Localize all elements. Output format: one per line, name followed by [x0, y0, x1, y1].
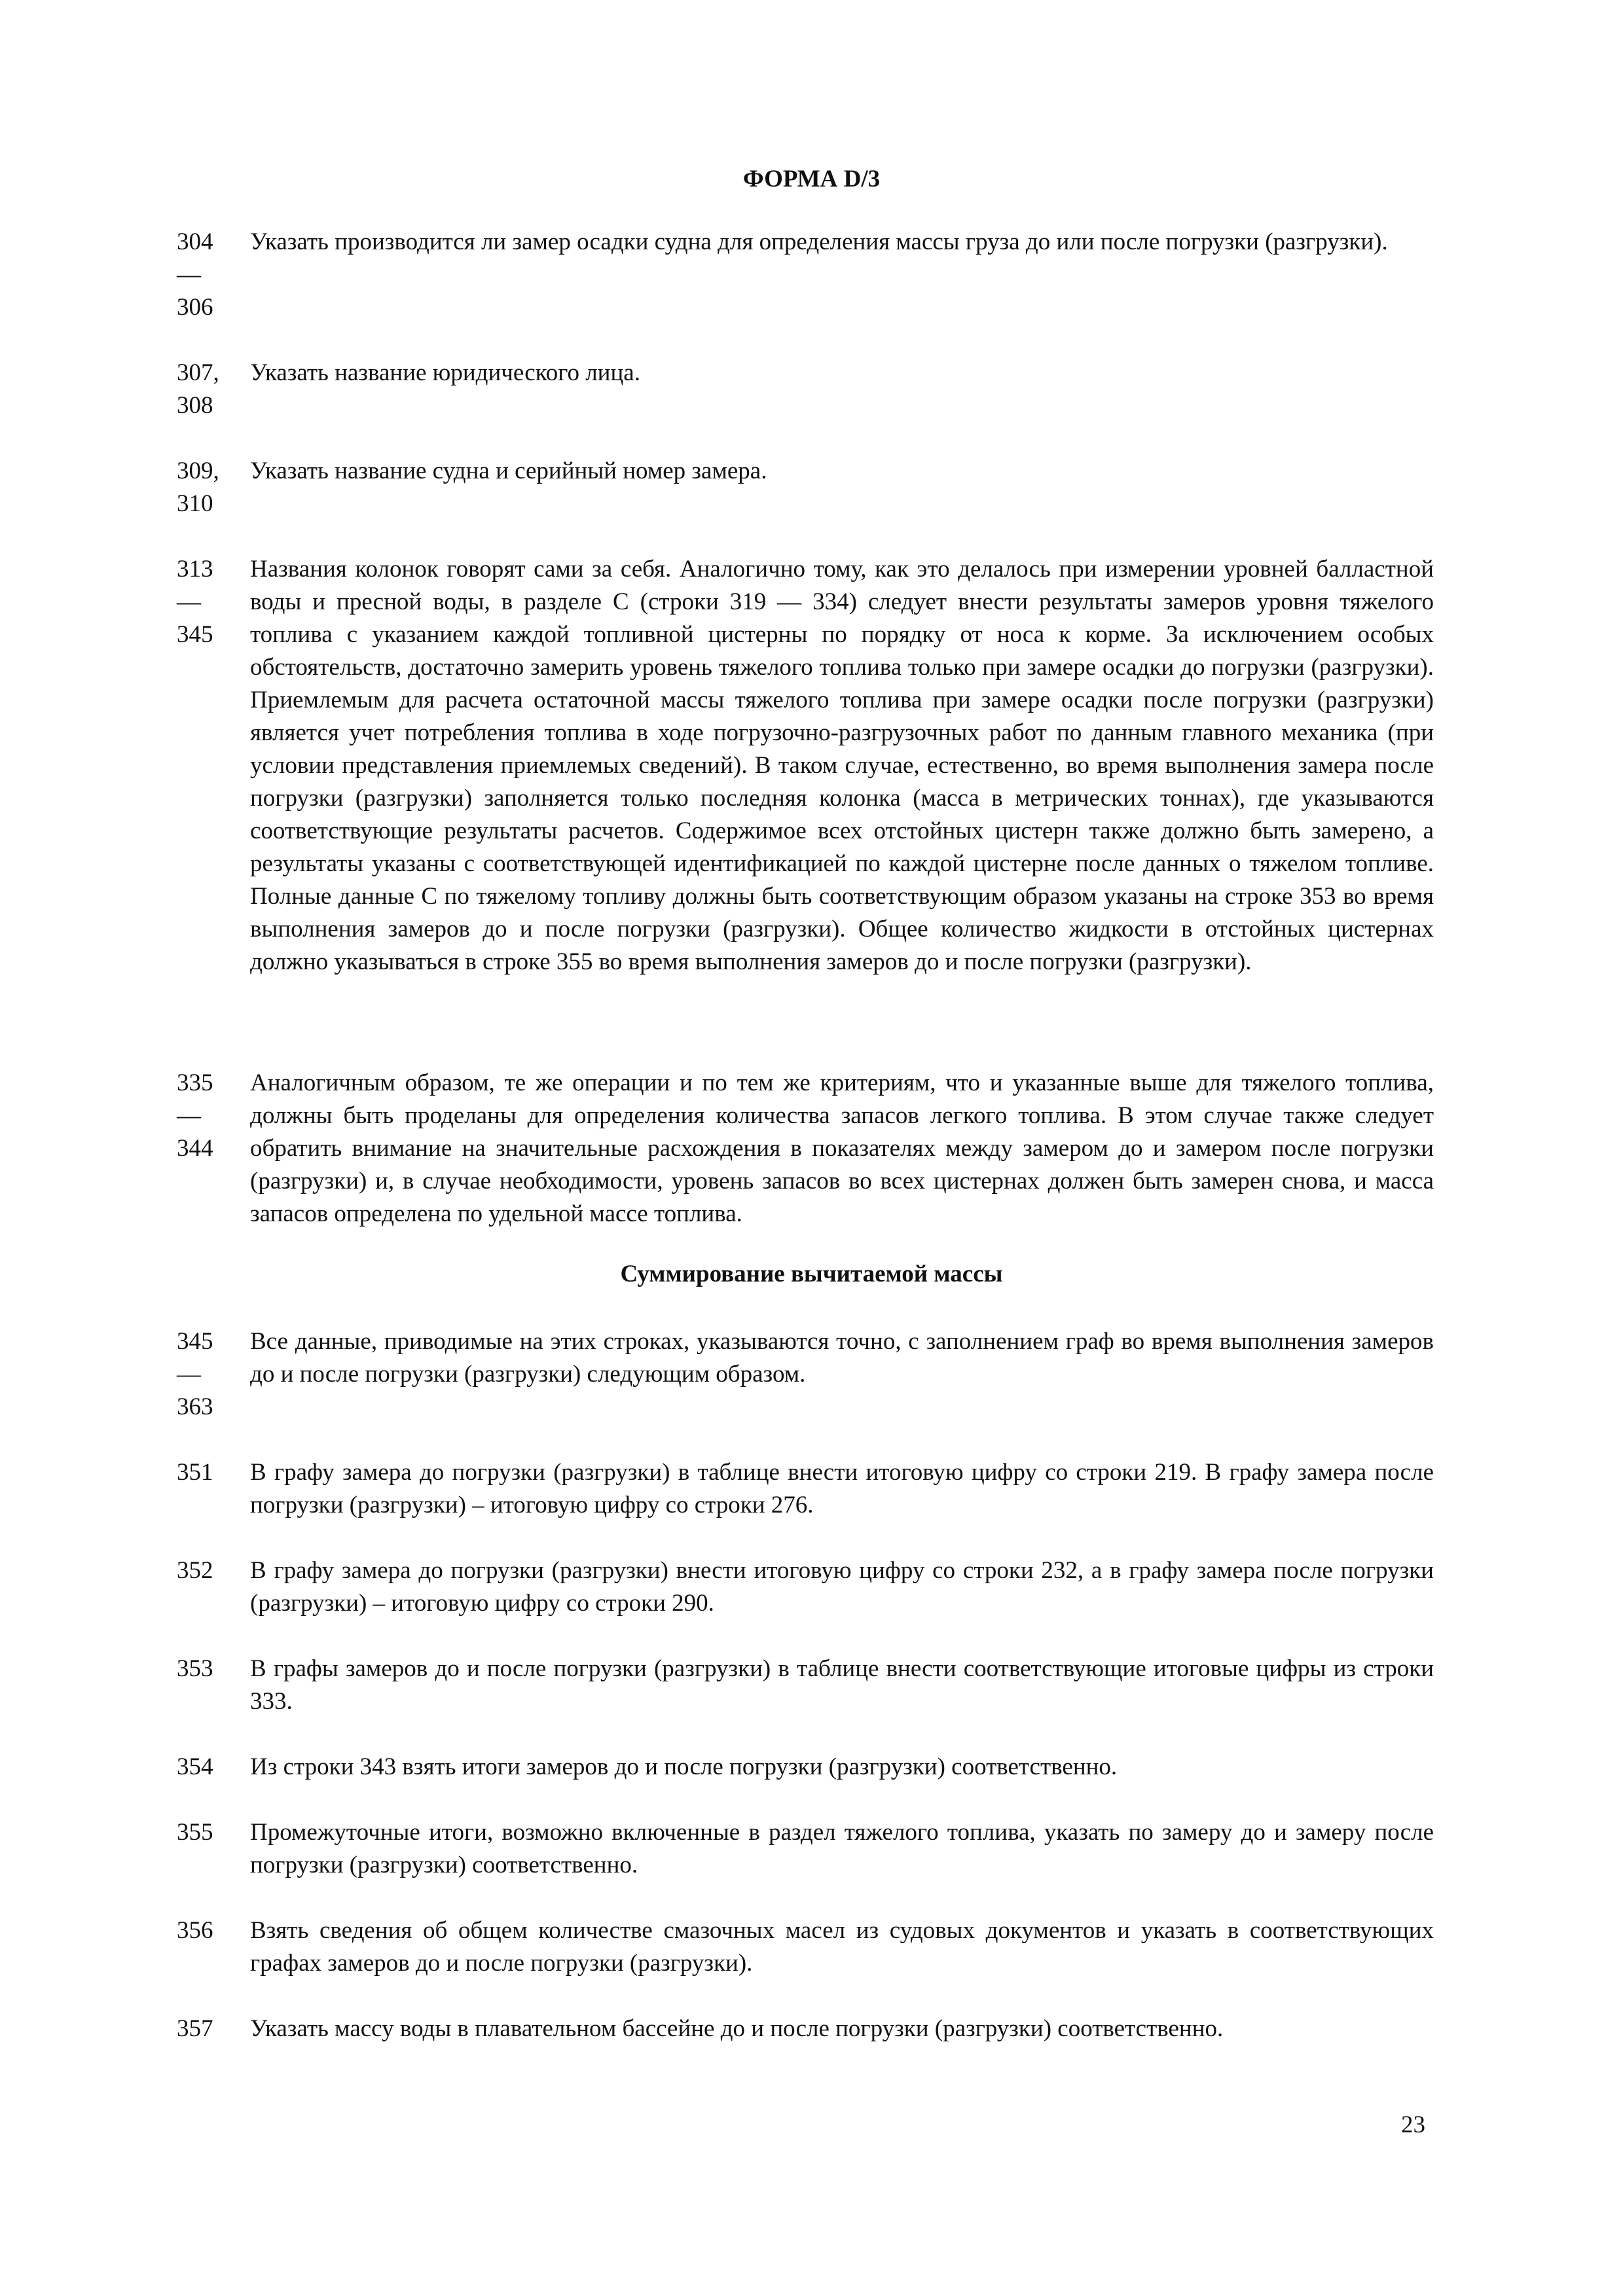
line-number: 351 — [177, 1459, 213, 1486]
entry-text: Аналогичным образом, те же операции и по тем же критериям, что и указанные выше для тяжелого топлива, должны быть проделаны для определения количества запасов легкого топлива. В этом случае также следует обратить внимание на значительные расхождения в показателях между замером до и замером после погрузки (разгрузки) и, в случае необходимости, уровень запасов во всех цистернах должен быть замерен снова, и масса запасов определена по удельной массе топлива. — [250, 1069, 1434, 1227]
line-number: 345 — 363 — [177, 1328, 213, 1420]
entry-text: Все данные, приводимые на этих строках, указываются точно, с заполнением граф во время выполнения замеров до и после погрузки (разгрузки) следующим образом. — [250, 1328, 1434, 1388]
line-number: 355 — [177, 1819, 213, 1846]
entry-text: Указать название судна и серийный номер замера. — [250, 457, 767, 484]
entry-text: Взять сведения об общем количестве смазочных масел из судовых документов и указать в соответствующих графах замеров до и после погрузки (разгрузки). — [250, 1917, 1434, 1977]
section-heading: Суммирование вычитаемой массы — [620, 1261, 1003, 1287]
entry-text: Названия колонок говорят сами за себя. Аналогично тому, как это делалось при измерении уровней балластной воды и пресной воды, в разделе С (строки 319 — 334) следует внести результаты замеров уровня тяжелого топлива с указанием каждой топливной цистерны по порядку от носа к корме. За исключением особых обстоятельств, достаточно замерить уровень тяжелого топлива только при замере осадки до погрузки (разгрузки). Приемлемым для расчета остаточной массы тяжелого топлива при замере осадки после погрузки (разгрузки) является учет потребления топлива в ходе погрузочно-разгрузочных работ по данным главного механика (при условии представления приемлемых сведений). В таком случае, естественно, во время выполнения замера после погрузки (разгрузки) заполняется только последняя колонка (масса в метрических тоннах), где указываются соответствующие результаты расчетов. Содержимое всех отстойных цистерн также должно быть замерено, а результаты указаны с соответствующей идентификацией по каждой цистерне после данных о тяжелом топливе. Полные данные С по тяжелому топливу должны быть соответствующим образом указаны на строке 353 во время выполнения замеров до и после погрузки (разгрузки). Общее количество жидкости в отстойных цистернах должно указываться в строке 355 во время выполнения замеров до и после погрузки (разгрузки). — [250, 556, 1434, 975]
line-number: 309, 310 — [177, 457, 219, 517]
line-number: 304 — 306 — [177, 228, 213, 321]
form-title: ФОРМА D/3 — [742, 166, 881, 192]
entry-text: Указать производится ли замер осадки судна для определения массы груза до или после погрузки (разгрузки). — [250, 228, 1388, 255]
entry-text: В графы замеров до и после погрузки (разгрузки) в таблице внести соответствующие итоговые цифры из строки 333. — [250, 1655, 1434, 1715]
line-number: 352 — [177, 1557, 213, 1584]
line-number: 307, 308 — [177, 359, 219, 419]
line-number: 335 — 344 — [177, 1069, 213, 1162]
line-number: 356 — [177, 1917, 213, 1944]
page-number: 23 — [1401, 2111, 1425, 2138]
entry-text: Промежуточные итоги, возможно включенные в раздел тяжелого топлива, указать по замеру до и замеру после погрузки (разгрузки) соответственно. — [250, 1819, 1434, 1878]
entry-text: Из строки 343 взять итоги замеров до и после погрузки (разгрузки) соответственно. — [250, 1753, 1118, 1780]
line-number: 353 — [177, 1655, 213, 1682]
line-number: 357 — [177, 2015, 213, 2042]
entry-text: В графу замера до погрузки (разгрузки) внести итоговую цифру со строки 232, а в графу замера после погрузки (разгрузки) – итоговую цифру со строки 290. — [250, 1557, 1434, 1617]
entry-text: Указать массу воды в плавательном бассейне до и после погрузки (разгрузки) соответственно. — [250, 2015, 1224, 2042]
entry-text: Указать название юридического лица. — [250, 359, 640, 386]
line-number: 313 — 345 — [177, 556, 213, 648]
entry-text: В графу замера до погрузки (разгрузки) в таблице внести итоговую цифру со строки 219. В графу замера после погрузки (разгрузки) – итоговую цифру со строки 276. — [250, 1459, 1434, 1518]
line-number: 354 — [177, 1753, 213, 1780]
